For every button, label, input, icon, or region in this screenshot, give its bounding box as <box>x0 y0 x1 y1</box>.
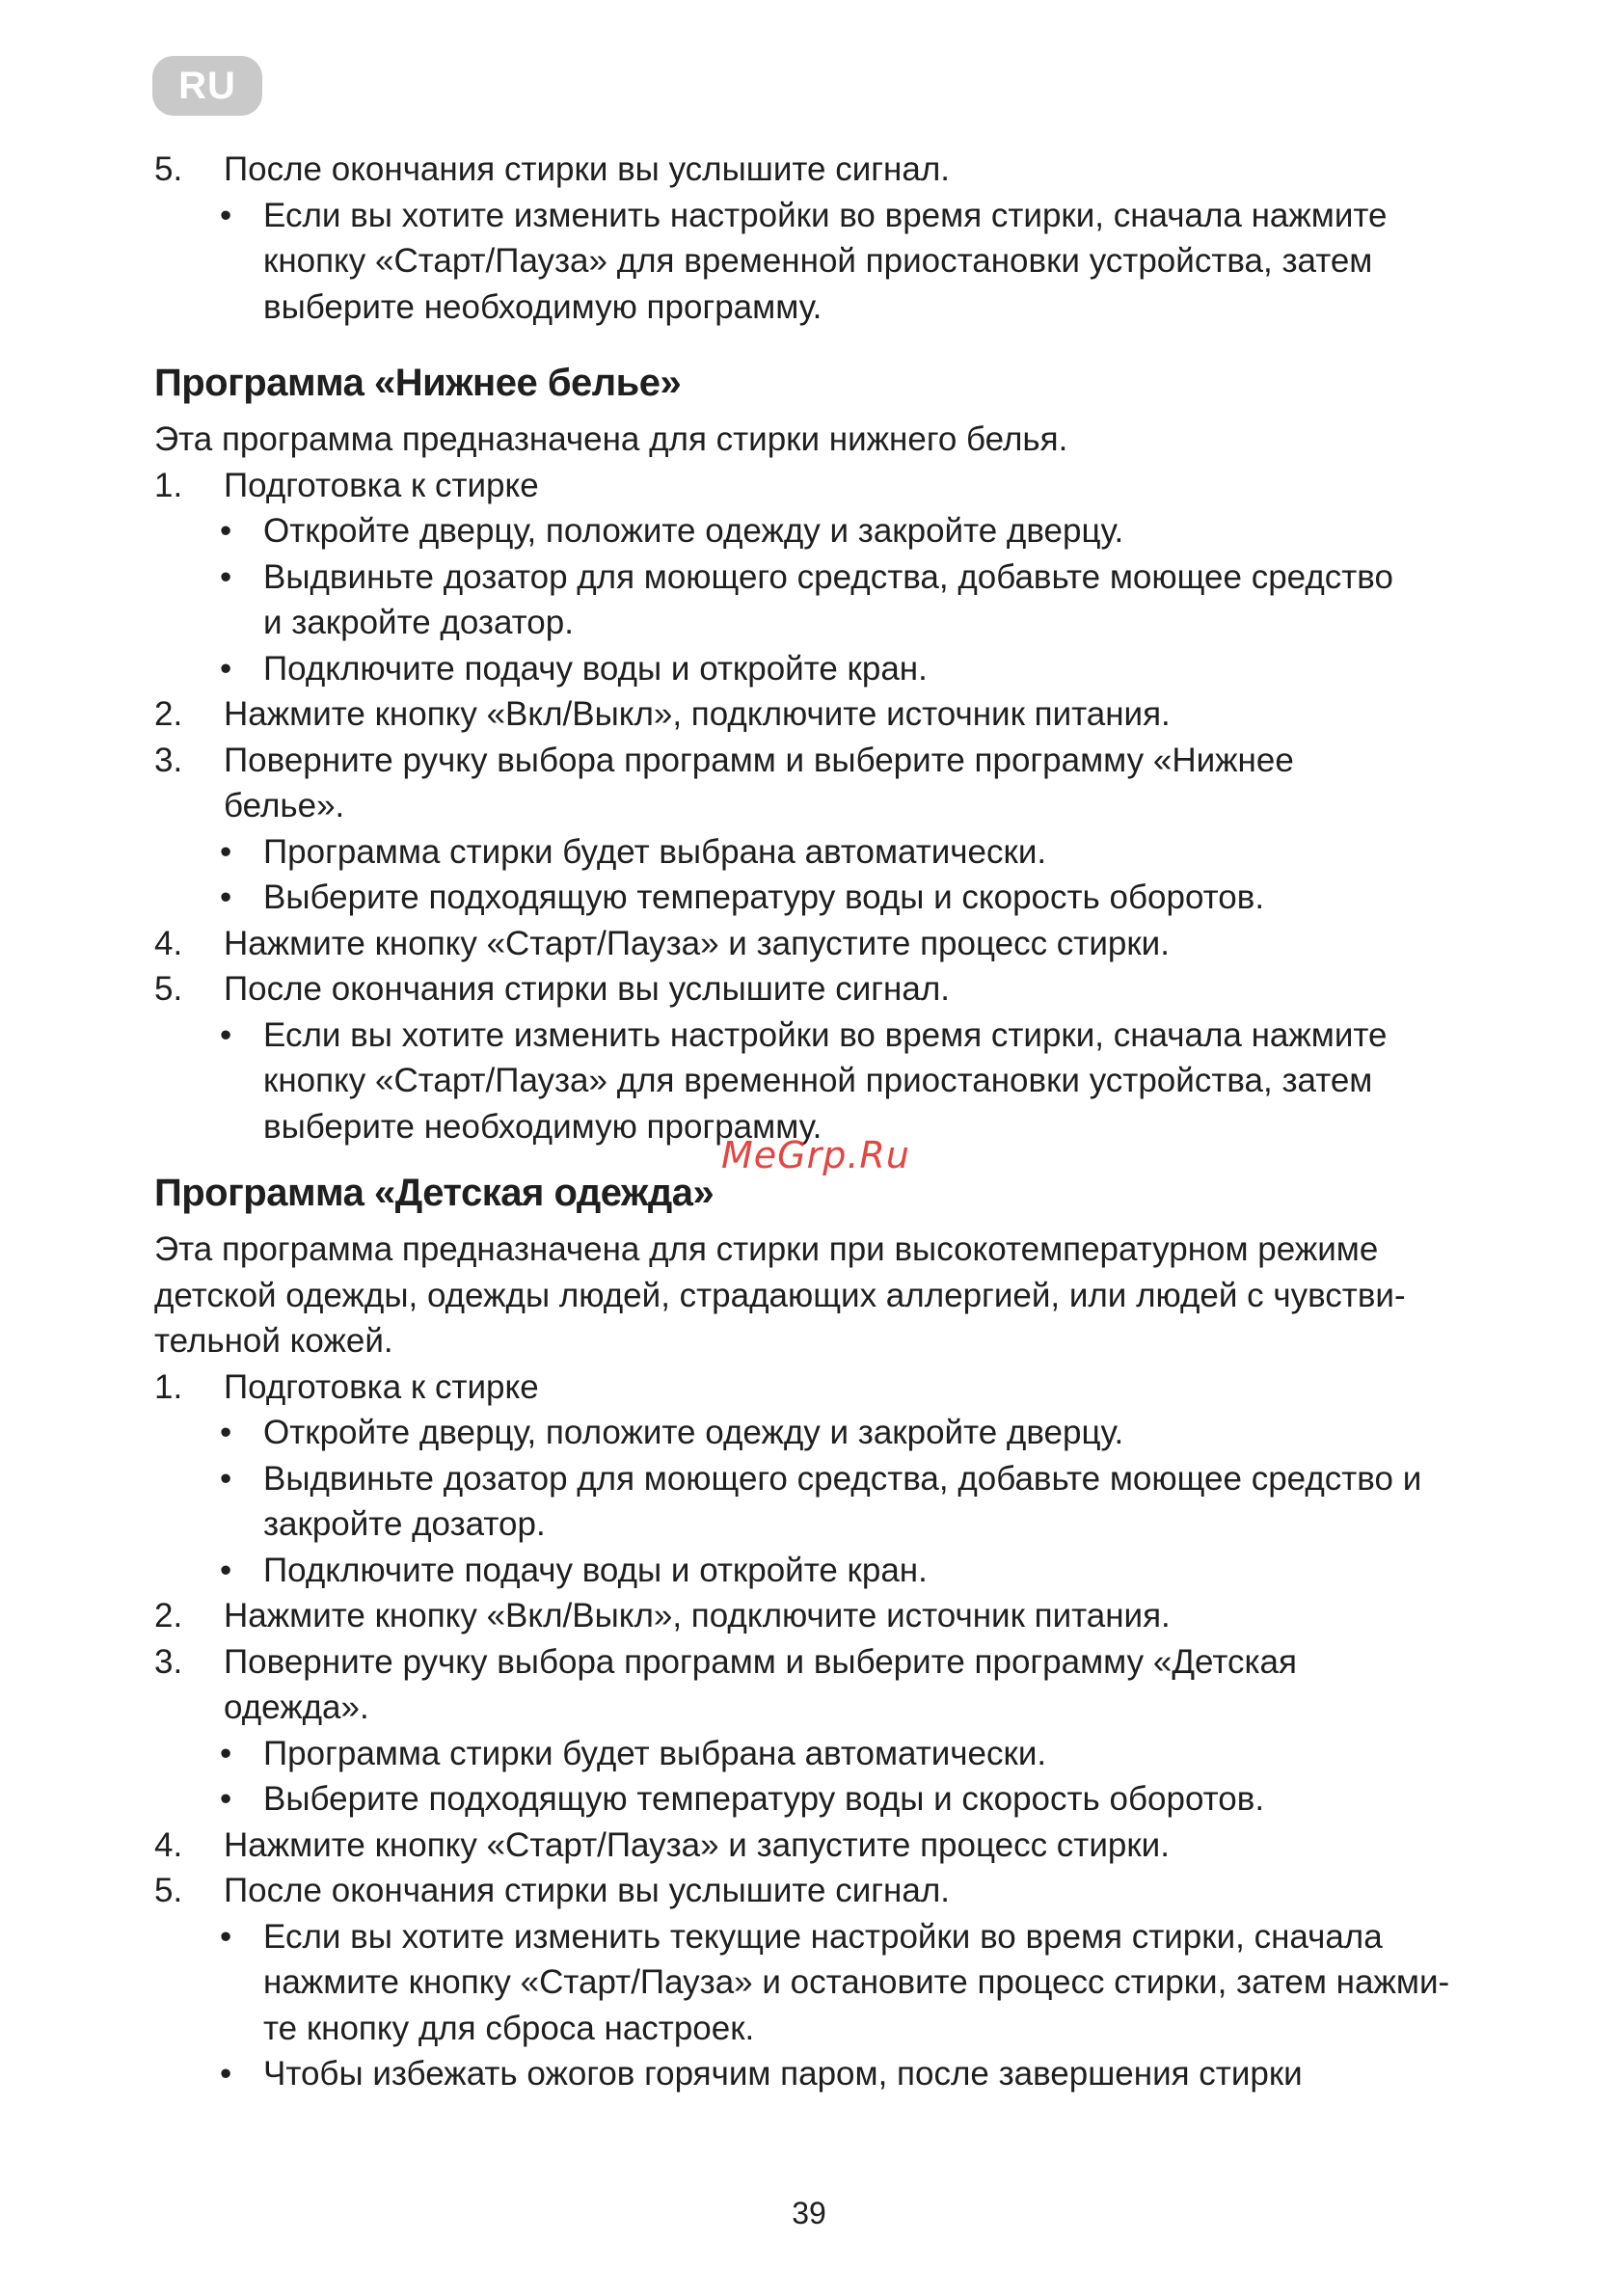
step-text: Поверните ручку выбора программ и выберите программу «Детская <box>224 1642 1297 1681</box>
language-badge: RU <box>152 56 262 116</box>
list-item-step-2 <box>154 691 1504 738</box>
bullet-text-continued: кнопку «Старт/Пауза» для временной приостановки устройства, затем <box>263 242 1373 280</box>
bullet-icon: • <box>220 1917 232 1956</box>
step-number: 4. <box>154 924 183 962</box>
list-item-step-5 <box>154 966 1504 1013</box>
step-text: После окончания стирки вы услышите сигнал. <box>224 1872 950 1909</box>
step-text-continued: белье». <box>224 787 345 824</box>
bullet-item <box>154 1013 1504 1059</box>
step-number: 1. <box>154 1367 183 1406</box>
bullet-text: Откройте дверцу, положите одежду и закройте дверцу. <box>263 1414 1124 1451</box>
list-item-step-3 <box>154 1639 1504 1686</box>
document-body <box>154 147 1504 2097</box>
list-item-step-4 <box>154 1823 1504 1869</box>
bullet-text-continued: и закройте дозатор. <box>263 604 574 641</box>
list-item-step-2 <box>154 1593 1504 1639</box>
bullet-item <box>154 1410 1504 1456</box>
bullet-text: Чтобы избежать ожогов горячим паром, после завершения стирки <box>263 2055 1303 2093</box>
bullet-item <box>154 1914 1504 1960</box>
step-number: 5. <box>154 970 183 1008</box>
step-number: 3. <box>154 1642 183 1681</box>
section-title-underwear: Программа «Нижнее белье» <box>154 362 682 404</box>
bullet-text-continued: закройте дозатор. <box>263 1505 546 1543</box>
bullet-text: Выдвиньте дозатор для моющего средства, добавьте моющее средство и <box>263 1459 1422 1498</box>
bullet-item <box>154 1548 1504 1594</box>
bullet-item <box>154 2051 1504 2097</box>
step-number: 5. <box>154 150 183 188</box>
bullet-icon: • <box>220 196 232 234</box>
bullet-text: Если вы хотите изменить настройки во время стирки, сначала нажмите <box>263 1015 1388 1054</box>
watermark: MeGrp.Ru <box>721 1134 910 1176</box>
section-intro-continued: тельной кожей. <box>154 1322 393 1360</box>
bullet-text-continued: нажмите кнопку «Старт/Пауза» и остановите процесс стирки, затем нажми- <box>263 1963 1450 2001</box>
list-item-step-3 <box>154 738 1504 784</box>
section-intro: Эта программа предназначена для стирки при высокотемпературном режиме <box>154 1230 1379 1268</box>
bullet-text: Выберите подходящую температуру воды и скорость оборотов. <box>263 878 1265 916</box>
bullet-icon: • <box>220 1551 232 1589</box>
step-number: 4. <box>154 1825 183 1864</box>
bullet-item <box>154 193 1504 239</box>
bullet-item <box>154 829 1504 876</box>
bullet-item <box>154 508 1504 554</box>
list-item-step-1 <box>154 1364 1504 1411</box>
bullet-text: Выберите подходящую температуру воды и скорость оборотов. <box>263 1780 1265 1818</box>
step-text: Нажмите кнопку «Вкл/Выкл», подключите источник питания. <box>224 1597 1171 1634</box>
bullet-icon: • <box>220 512 232 550</box>
bullet-icon: • <box>220 2055 232 2093</box>
bullet-text-continued: выберите необходимую программу. <box>263 1107 822 1146</box>
bullet-item <box>154 1776 1504 1823</box>
step-text: Подготовка к стирке <box>224 1367 539 1406</box>
bullet-icon: • <box>220 1414 232 1451</box>
bullet-icon: • <box>220 649 232 688</box>
step-number: 2. <box>154 695 183 733</box>
bullet-icon: • <box>220 1780 232 1818</box>
step-text: Нажмите кнопку «Старт/Пауза» и запустите процесс стирки. <box>224 924 1170 962</box>
bullet-item <box>154 875 1504 921</box>
section-title-childrens-clothes: Программа «Детская одежда» <box>154 1172 715 1214</box>
bullet-item <box>154 554 1504 601</box>
bullet-text-continued: те кнопку для сброса настроек. <box>263 2009 755 2047</box>
bullet-item <box>154 1456 1504 1502</box>
list-item-step-5 <box>154 1868 1504 1914</box>
step-number: 3. <box>154 741 183 779</box>
section-intro-continued: детской одежды, одежды людей, страдающих аллергией, или людей с чувстви- <box>154 1276 1406 1314</box>
bullet-item <box>154 1731 1504 1777</box>
bullet-text: Выдвиньте дозатор для моющего средства, добавьте моющее средство <box>263 557 1393 596</box>
step-text: Поверните ручку выбора программ и выберите программу «Нижнее <box>224 741 1294 779</box>
bullet-icon: • <box>220 557 232 596</box>
bullet-text: Подключите подачу воды и откройте кран. <box>263 1551 928 1589</box>
bullet-item <box>154 646 1504 692</box>
bullet-text: Программа стирки будет выбрана автоматически. <box>263 832 1047 871</box>
section-intro: Эта программа предназначена для стирки нижнего белья. <box>154 420 1068 458</box>
bullet-icon: • <box>220 1734 232 1772</box>
step-number: 1. <box>154 466 183 504</box>
step-text: После окончания стирки вы услышите сигнал. <box>224 150 950 188</box>
bullet-text: Откройте дверцу, положите одежду и закройте дверцу. <box>263 512 1124 550</box>
step-text: Нажмите кнопку «Старт/Пауза» и запустите процесс стирки. <box>224 1825 1170 1864</box>
list-item-step-5 <box>154 147 1504 193</box>
bullet-text: Подключите подачу воды и откройте кран. <box>263 649 928 688</box>
list-item-step-1 <box>154 463 1504 509</box>
step-number: 5. <box>154 1872 183 1909</box>
bullet-text-continued: кнопку «Старт/Пауза» для временной приостановки устройства, затем <box>263 1062 1373 1099</box>
bullet-text-continued: выберите необходимую программу. <box>263 287 822 326</box>
bullet-icon: • <box>220 1459 232 1498</box>
bullet-icon: • <box>220 832 232 871</box>
page-number: 39 <box>792 2196 826 2230</box>
step-text: Подготовка к стирке <box>224 466 539 504</box>
step-text: После окончания стирки вы услышите сигнал. <box>224 970 950 1008</box>
step-number: 2. <box>154 1597 183 1634</box>
list-item-step-4 <box>154 921 1504 967</box>
bullet-text: Если вы хотите изменить текущие настройки во время стирки, сначала <box>263 1917 1383 1956</box>
bullet-text: Программа стирки будет выбрана автоматически. <box>263 1734 1047 1772</box>
bullet-icon: • <box>220 878 232 916</box>
bullet-text: Если вы хотите изменить настройки во время стирки, сначала нажмите <box>263 196 1388 234</box>
step-text: Нажмите кнопку «Вкл/Выкл», подключите источник питания. <box>224 695 1171 733</box>
bullet-icon: • <box>220 1015 232 1054</box>
step-text-continued: одежда». <box>224 1688 369 1726</box>
